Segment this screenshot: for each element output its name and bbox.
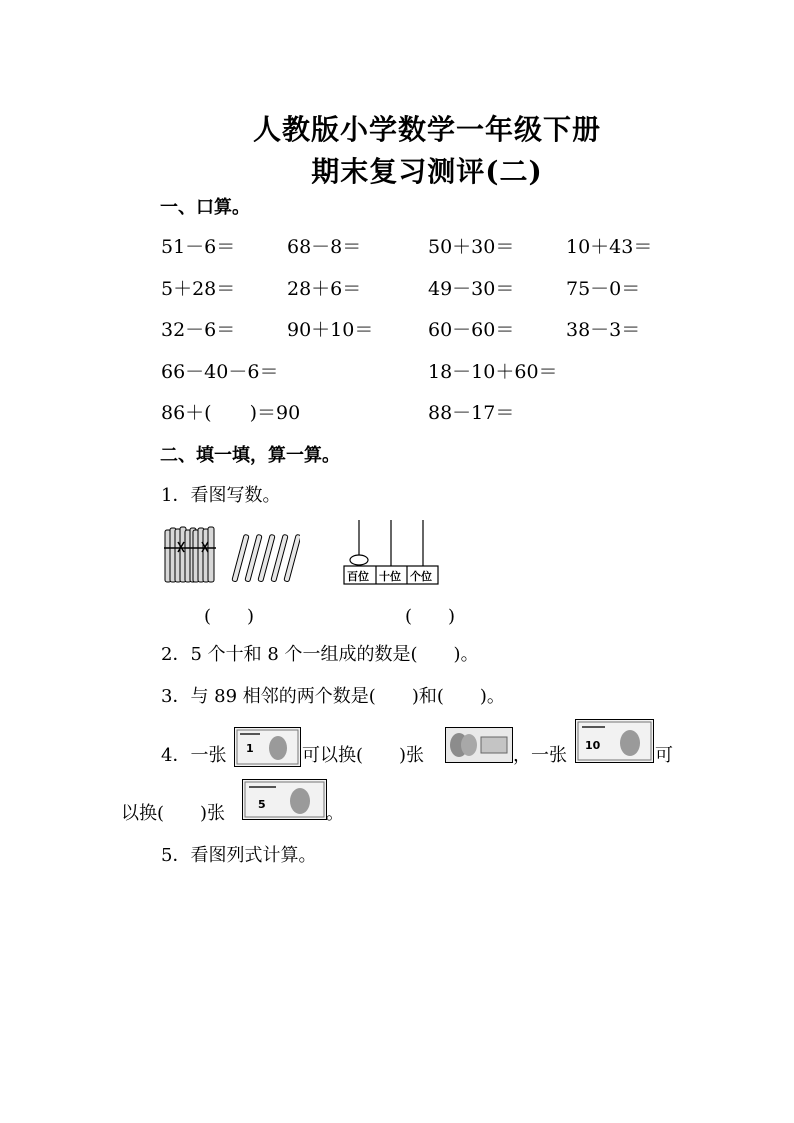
question-4-part: 可以换( )张 [302, 745, 425, 766]
answer-blank: ( ) [204, 606, 255, 627]
question-5: 5．看图列式计算。 [161, 845, 317, 866]
question-3: 3．与 89 相邻的两个数是( )和( )。 [161, 686, 505, 707]
oral-item: 60－60＝ [428, 319, 515, 341]
stick-bundles-picture [160, 524, 300, 586]
abacus-label: 个位 [410, 570, 432, 583]
banknote-10-value: 10 [585, 739, 601, 752]
abacus-label: 百位 [347, 570, 369, 583]
banknote-10-yuan-picture [575, 719, 654, 763]
section1-heading: 一、口算。 [160, 197, 250, 218]
oral-item: 86＋( )＝90 [161, 402, 301, 424]
question-4-part: 4．一张 [161, 745, 227, 766]
question-4-part: 可 [655, 745, 673, 766]
oral-item: 75－0＝ [566, 278, 641, 300]
banknote-5-yuan-picture [242, 779, 327, 820]
question-4-part: 以换( )张 [121, 803, 226, 824]
banknote-jiao-picture [445, 727, 513, 763]
oral-item: 49－30＝ [428, 278, 515, 300]
oral-item: 18－10＋60＝ [428, 361, 558, 383]
oral-item: 32－6＝ [161, 319, 236, 341]
question-2: 2．5 个十和 8 个一组成的数是( )。 [161, 644, 479, 665]
title-line1: 人教版小学数学一年级下册 [252, 113, 601, 146]
oral-item: 38－3＝ [566, 319, 641, 341]
question-4-part: ，一张 [513, 745, 567, 766]
oral-item: 28＋6＝ [287, 278, 362, 300]
oral-item: 50＋30＝ [428, 236, 515, 258]
banknote-5-value: 5 [258, 798, 266, 811]
title-line2: 期末复习测评(二) [311, 155, 543, 188]
oral-item: 68－8＝ [287, 236, 362, 258]
oral-item: 66－40－6＝ [161, 361, 279, 383]
question-1: 1．看图写数。 [161, 485, 281, 506]
question-4-part: 。 [326, 803, 344, 824]
banknote-1-yuan-picture [234, 727, 301, 767]
abacus-label: 十位 [379, 570, 401, 583]
answer-blank: ( ) [405, 606, 456, 627]
section2-heading: 二、填一填，算一算。 [160, 445, 340, 466]
oral-item: 5＋28＝ [161, 278, 236, 300]
banknote-1-value: 1 [246, 742, 254, 755]
oral-item: 51－6＝ [161, 236, 236, 258]
oral-item: 90＋10＝ [287, 319, 374, 341]
oral-item: 10＋43＝ [566, 236, 653, 258]
oral-item: 88－17＝ [428, 402, 515, 424]
